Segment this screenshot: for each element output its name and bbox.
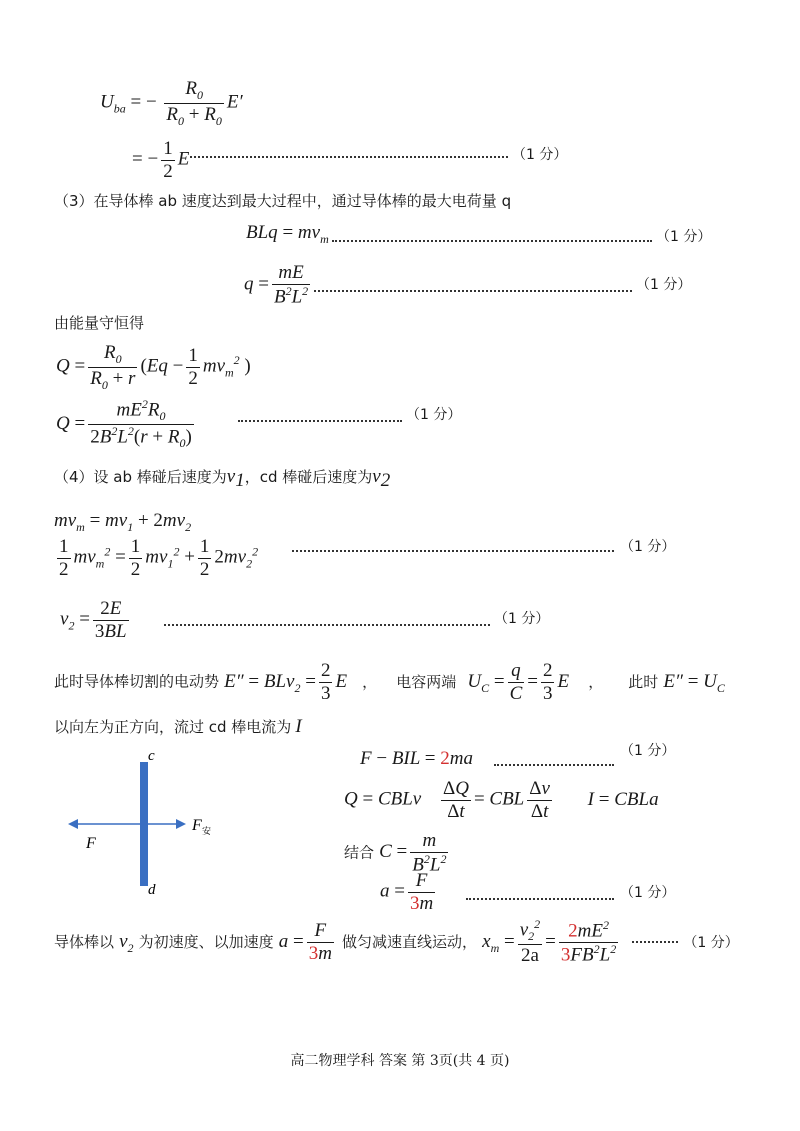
eq-Q2: Q = $\frac{mE^2R_0}{2B^2L^2(r + R_0)}$ — [56, 397, 192, 451]
leader-dots — [332, 240, 652, 242]
score-mark: （1 分） — [512, 147, 568, 163]
page-footer: 高二物理学科 答案 第 3页(共 4 页) — [290, 1053, 510, 1069]
score-mark: （1 分） — [656, 229, 712, 245]
dir-line: 以向左为正方向，流过 cd 棒电流为 I — [54, 716, 302, 737]
eq-newton: F − BIL = 2ma — [360, 748, 473, 769]
combine-line: 结合 C = $\frac{m}{B^2L^2}$ — [344, 830, 447, 876]
label-c: c — [148, 748, 155, 764]
label-d: d — [148, 882, 156, 898]
label-F-an: F — [192, 817, 202, 834]
leader-dots — [292, 550, 614, 552]
emf-line: 此时导体棒切割的电动势 E″ = BLv$_2$ = $\frac{2}{3}$ E ， 电容两端 $U_C$ = $\frac{q}{C}$ = $\frac{2}{3}$ E ， 此时 $E'' = U_C$ — [54, 660, 725, 704]
leader-dots — [238, 420, 402, 422]
arrow-left-icon — [68, 819, 78, 829]
eq-uba-result: = − $\frac{1}{2}$ E — [132, 138, 190, 182]
arrow-right-icon — [176, 819, 186, 829]
eq-energy: $\frac{1}{2}$ $mv_m^2$ = $\frac{1}{2}$ $mv_1^2$ + $\frac{1}{2}$ $2mv_2^2$ — [59, 536, 259, 580]
eq-q: q = $\frac{mE}{B^2L^2}$ — [244, 262, 309, 308]
leader-dots — [314, 290, 632, 292]
eq-blq: BLq = $mv_m$ — [246, 222, 329, 246]
label-F: F — [86, 835, 96, 852]
score-mark: （1 分） — [620, 743, 676, 759]
eq-a: a = $\frac{F}{3m}$ — [380, 870, 434, 914]
score-mark: （1 分） — [620, 539, 676, 555]
energy-text: 由能量守恒得 — [54, 314, 145, 332]
rod-force-diagram — [60, 748, 230, 898]
score-mark: （1 分） — [636, 277, 692, 293]
leader-dots — [190, 156, 508, 158]
eq-Q1: Q = $\frac{R_0}{R_0 + r}$ (Eq − $\frac{1}{2}$ $mv_m^2$ ) — [56, 342, 251, 392]
label-an-sub: 安 — [202, 827, 212, 837]
eq-v2: $v_2$ = $\frac{2E}{3BL}$ — [60, 598, 127, 642]
final-line: 导体棒以 $v_2$ 为初速度、以加速度 a = $\frac{F}{3m}$ 做匀减速直线运动， $x_m$ = $\frac{v_2^2}{2a}$ = $\frac{2mE^2}{3FB^2L^2}$ （1 分） — [54, 917, 739, 966]
score-mark: （1 分） — [406, 407, 462, 423]
q4-heading: （4）设 ab 棒碰后速度为$v_1$，cd 棒碰后速度为$v_2$ — [54, 466, 391, 491]
eq-uba: $U_{ba}$ = − $\frac{R_0}{R_0 + R_0}$ E′ — [100, 78, 243, 128]
score-mark: （1 分） — [620, 885, 676, 901]
q3-heading: （3）在导体棒 ab 速度达到最大过程中，通过导体棒的最大电荷量 q — [54, 192, 512, 210]
leader-dots — [466, 898, 614, 900]
leader-dots — [494, 764, 614, 766]
eq-momentum: $mv_m = mv_1 + 2mv_2$ — [54, 510, 192, 534]
score-mark: （1 分） — [494, 611, 550, 627]
leader-dots — [632, 941, 678, 943]
leader-dots — [164, 624, 490, 626]
eq-capacitor: Q = CBLv $\frac{\Delta Q}{\Delta t}$ = CBL $\frac{\Delta v}{\Delta t}$ I = CBLa — [344, 778, 659, 822]
